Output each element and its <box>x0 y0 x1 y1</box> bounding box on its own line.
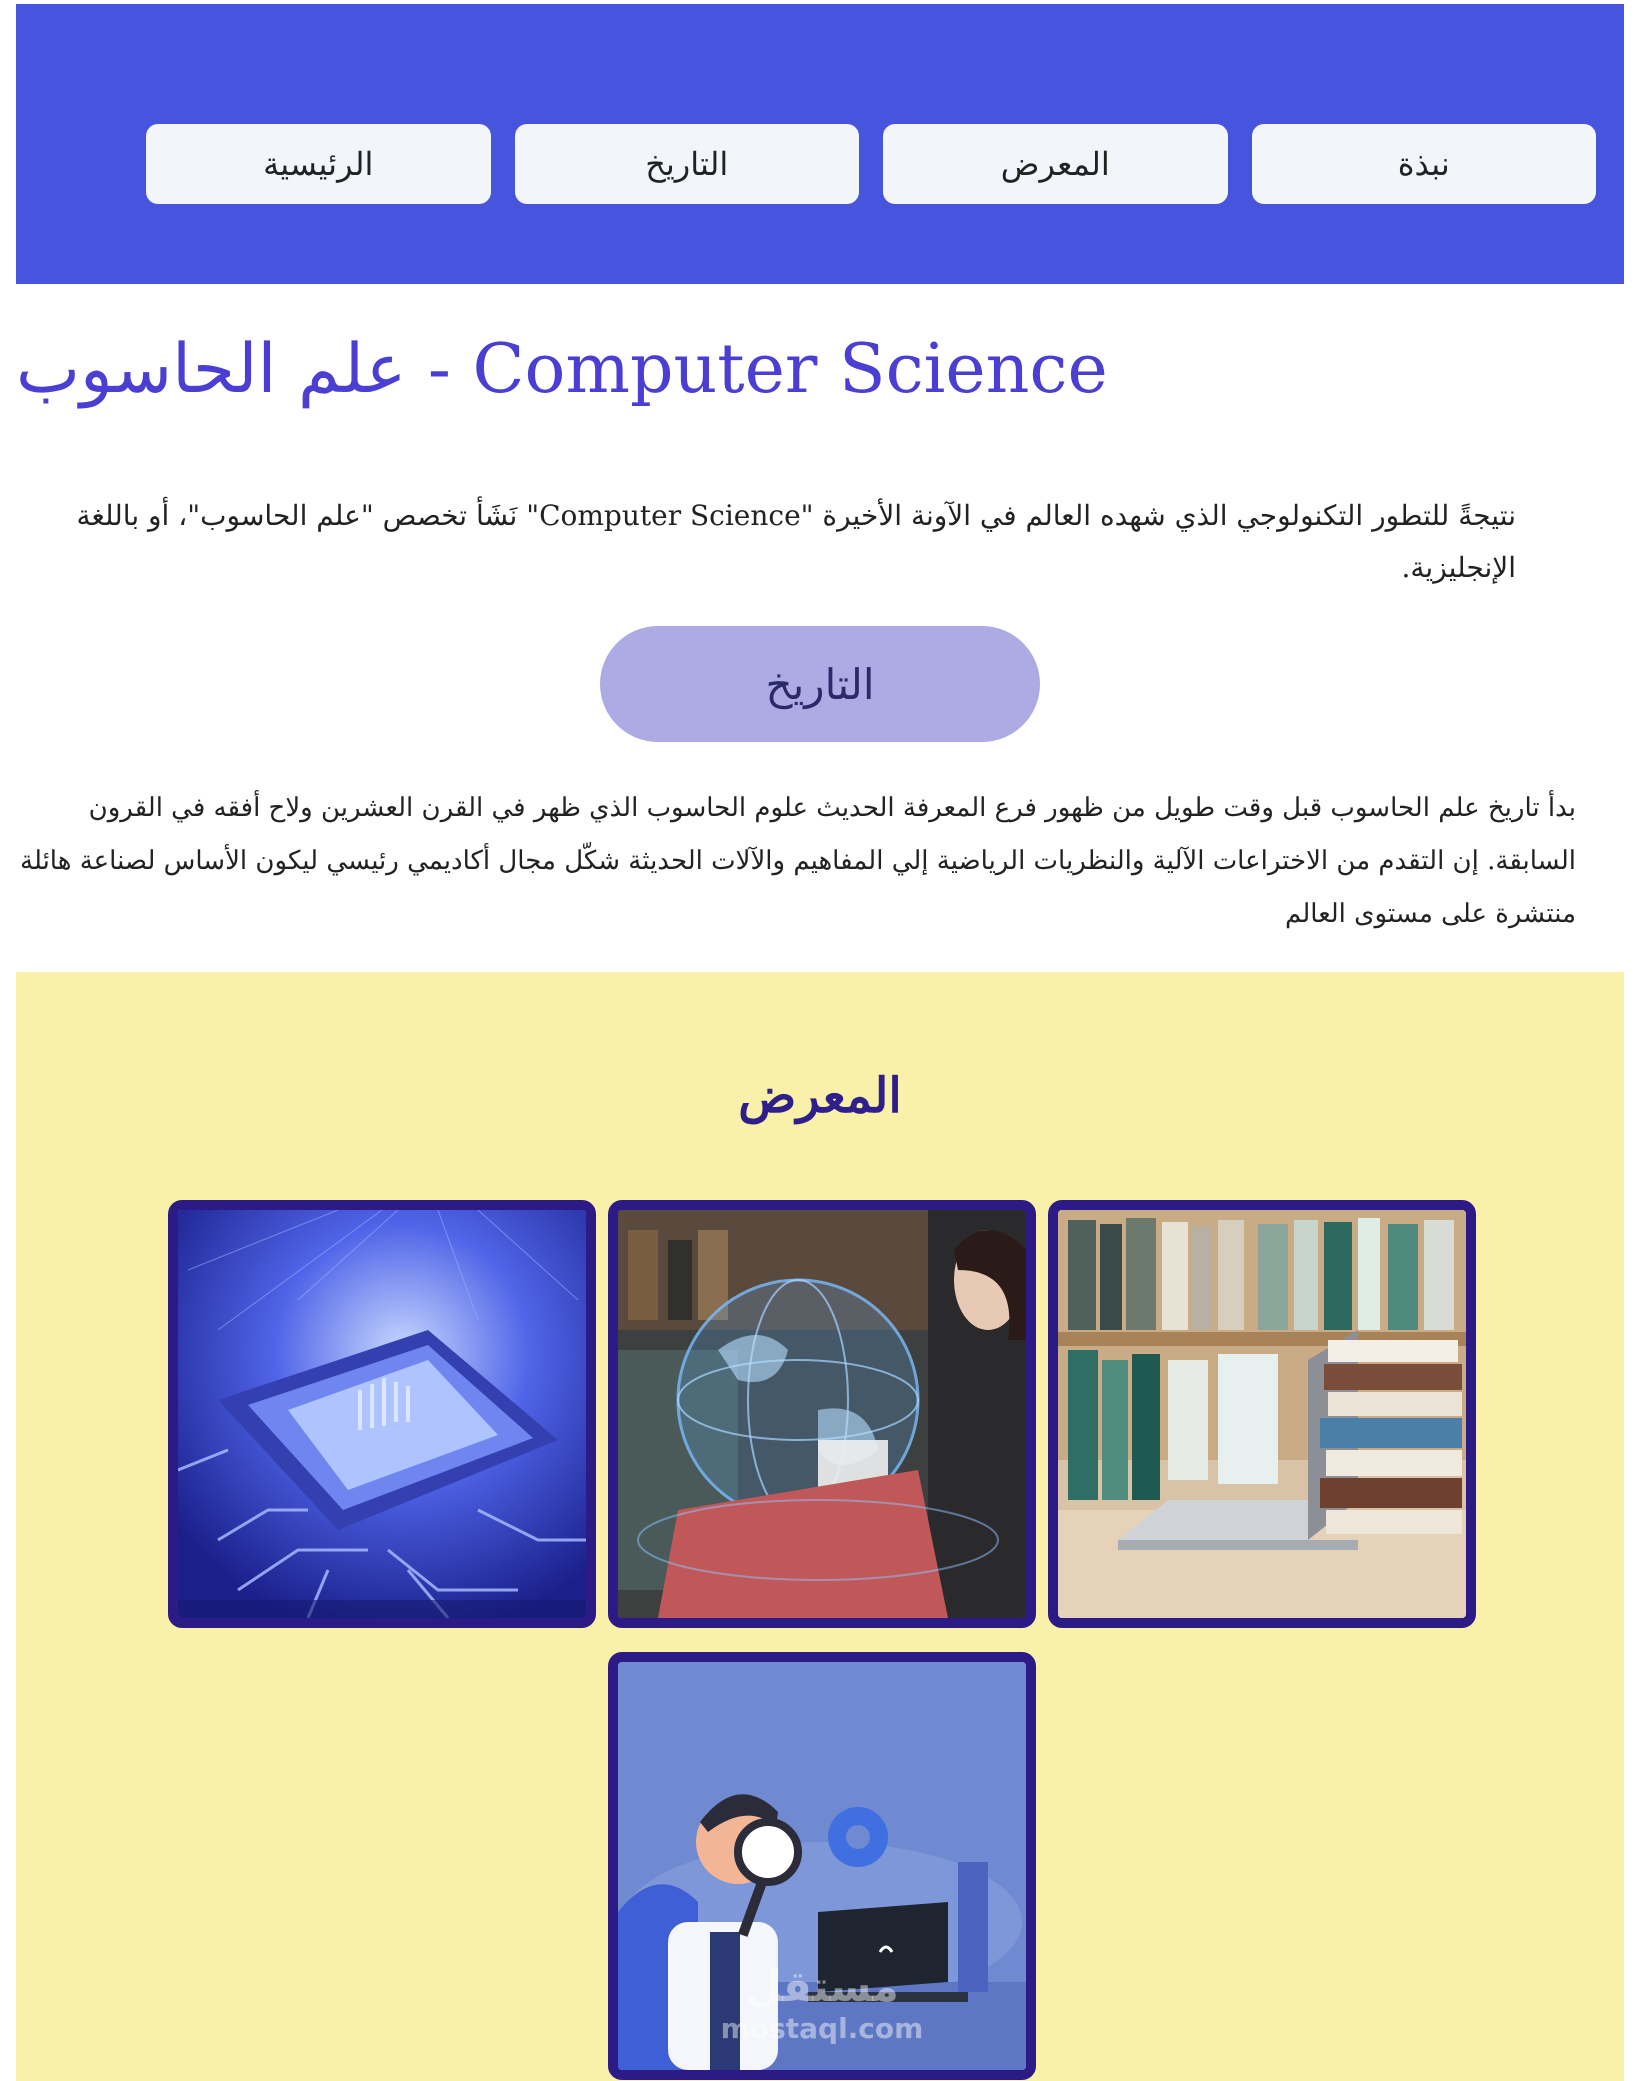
nav-item-home[interactable]: الرئيسية <box>146 124 491 204</box>
site-header <box>16 4 1624 284</box>
gallery-section <box>16 972 1624 2081</box>
intro-paragraph: نتيجةً للتطور التكنولوجي الذي شهده العالم في الآونة الأخيرة "Computer Science" نَشَأ تخصص "علم الحاسوب"، أو باللغة الإنجليزية. <box>76 499 1516 584</box>
gallery-image-globe-hologram[interactable] <box>608 1200 1036 1628</box>
gallery-image-laptop-books[interactable] <box>1048 1200 1476 1628</box>
nav-item-about[interactable]: نبذة <box>1252 124 1597 204</box>
watermark-latin: mostaql.com <box>720 2012 924 2046</box>
watermark-arabic: مستقل <box>745 1962 899 2012</box>
gallery-image-circuit-chip[interactable] <box>168 1200 596 1628</box>
gallery-title: المعرض <box>738 1068 902 1124</box>
history-heading-badge: التاريخ <box>600 626 1040 742</box>
watermark <box>618 1962 1026 2046</box>
history-paragraph: بدأ تاريخ علم الحاسوب قبل وقت طويل من ظهور فرع المعرفة الحديث علوم الحاسوب الذي ظهر في القرن العشرين ولاح أفقه في القرون السابقة. إن التقدم من الاختراعات الآلية والنظريات الرياضية إلي المفاهيم والآلات الحديثة شكّل مجال أكاديمي رئيسي ليكون الأساس لصناعة هائلة منتشرة على مستوى العالم <box>20 793 1576 929</box>
globe-hologram-photo-icon <box>618 1210 1026 1618</box>
gallery-image-scientist[interactable] <box>608 1652 1036 2080</box>
circuit-chip-photo-icon <box>178 1210 586 1618</box>
laptop-books-photo-icon <box>1058 1210 1466 1618</box>
nav-item-history[interactable]: التاريخ <box>515 124 860 204</box>
page-title: علم الحاسوب - Computer Science <box>16 330 1108 409</box>
main-nav <box>146 124 1596 204</box>
nav-item-gallery[interactable]: المعرض <box>883 124 1228 204</box>
